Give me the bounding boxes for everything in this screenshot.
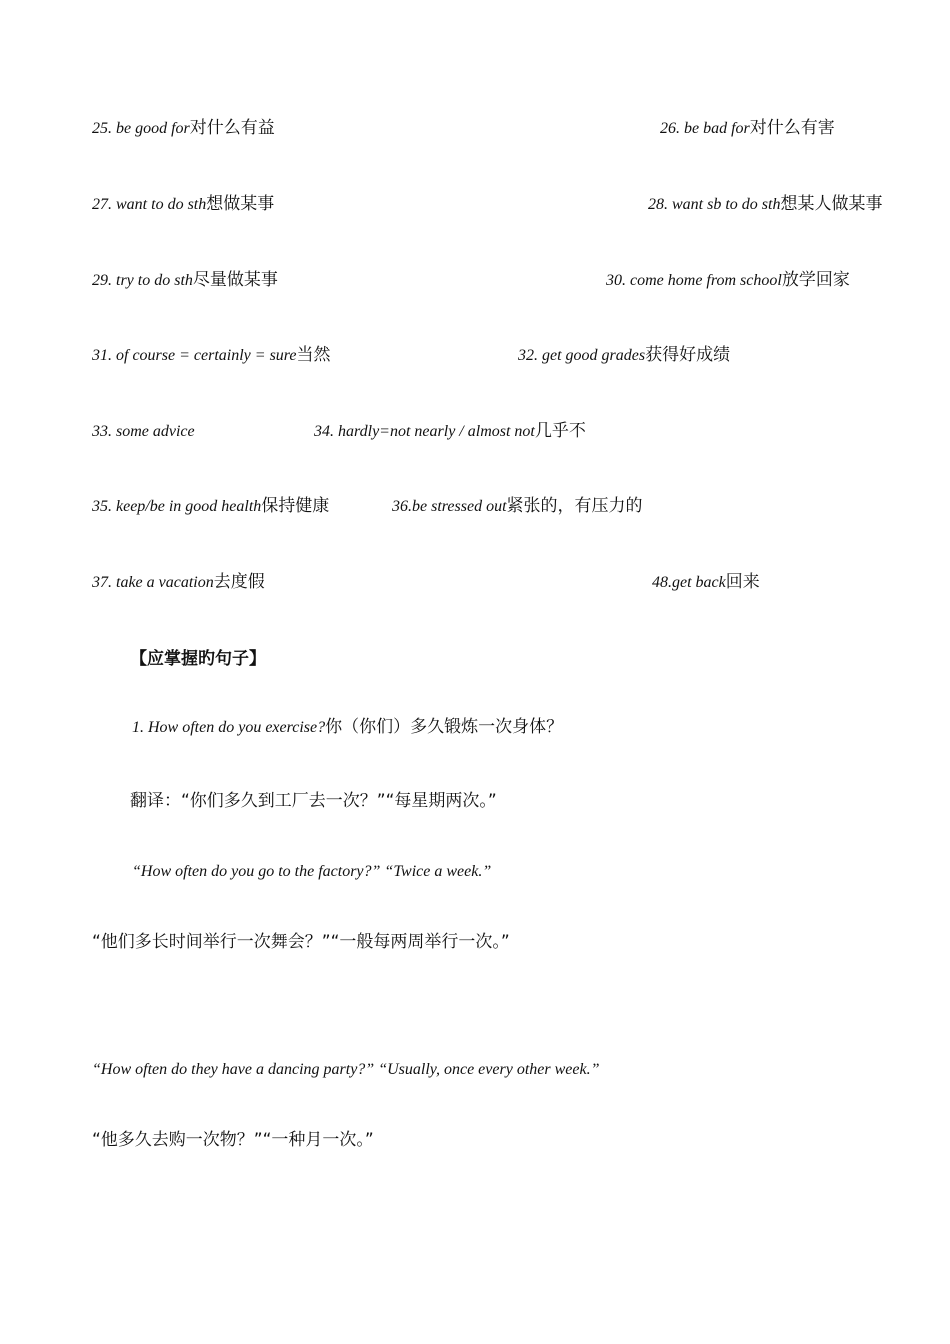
phrase-27 xyxy=(92,193,274,216)
phrase-25-zh: 对什么有益 xyxy=(189,118,275,138)
phrase-31-zh: 当然 xyxy=(296,345,331,365)
section-heading: 【应掌握旳句子】 xyxy=(130,649,266,669)
phrase-27-en: 27. want to do sth xyxy=(92,196,207,213)
phrase-26-zh: 对什么有害 xyxy=(749,118,835,138)
sentence-2-en: “How often do they have a dancing party?” “Usually, once every other week.” xyxy=(92,1061,600,1078)
phrase-33 xyxy=(92,420,195,443)
sentence-1 xyxy=(132,716,563,739)
phrase-34-en: 34. hardly=not nearly / almost not xyxy=(314,423,535,440)
phrase-27-zh: 想做某事 xyxy=(206,194,275,214)
sentence-3-zh: “他多久去购一次物？”“一种月一次。” xyxy=(92,1130,374,1150)
phrase-36-zh: 紧张的，有压力的 xyxy=(506,496,643,516)
phrase-31-en: 31. of course = certainly = sure xyxy=(92,347,297,364)
phrase-35-zh: 保持健康 xyxy=(261,496,330,516)
translate-prompt: 翻译：“你们多久到工厂去一次？”“每星期两次。” xyxy=(130,791,497,811)
phrase-29-zh: 尽量做某事 xyxy=(192,270,278,290)
phrase-48-en: 48.get back xyxy=(652,574,726,591)
phrase-32-en: 32. get good grades xyxy=(518,347,646,364)
phrase-28-zh: 想某人做某事 xyxy=(780,194,883,214)
phrase-37-zh: 去度假 xyxy=(213,572,265,592)
phrase-36-en: 36.be stressed out xyxy=(392,498,507,515)
phrase-36 xyxy=(392,495,643,518)
phrase-25 xyxy=(92,117,275,140)
phrase-25-en: 25. be good for xyxy=(92,120,190,137)
phrase-26 xyxy=(660,117,835,140)
phrase-35-en: 35. keep/be in good health xyxy=(92,498,262,515)
phrase-32 xyxy=(518,344,730,367)
sentence-1-zh: 你（你们）多久锻炼一次身体？ xyxy=(325,717,564,737)
phrase-29-en: 29. try to do sth xyxy=(92,272,193,289)
phrase-28-en: 28. want sb to do sth xyxy=(648,196,781,213)
translate-answer: “How often do you go to the factory?” “Twice a week.” xyxy=(132,863,492,880)
phrase-32-zh: 获得好成绩 xyxy=(645,345,731,365)
phrase-31 xyxy=(92,344,331,367)
phrase-37 xyxy=(92,571,265,594)
phrase-26-en: 26. be bad for xyxy=(660,120,750,137)
phrase-33-en: 33. some advice xyxy=(92,423,195,440)
phrase-34-zh: 几乎不 xyxy=(534,421,586,441)
phrase-34 xyxy=(314,420,586,443)
sentence-1-en: 1. How often do you exercise? xyxy=(132,719,326,736)
phrase-30 xyxy=(606,269,850,292)
phrase-37-en: 37. take a vacation xyxy=(92,574,214,591)
phrase-35 xyxy=(92,495,329,518)
sentence-2-zh: “他们多长时间举行一次舞会？”“一般每两周举行一次。” xyxy=(92,932,510,952)
phrase-48 xyxy=(652,571,760,594)
phrase-28 xyxy=(648,193,882,216)
phrase-30-zh: 放学回家 xyxy=(781,270,850,290)
phrase-29 xyxy=(92,269,278,292)
phrase-48-zh: 回来 xyxy=(725,572,760,592)
phrase-30-en: 30. come home from school xyxy=(606,272,782,289)
